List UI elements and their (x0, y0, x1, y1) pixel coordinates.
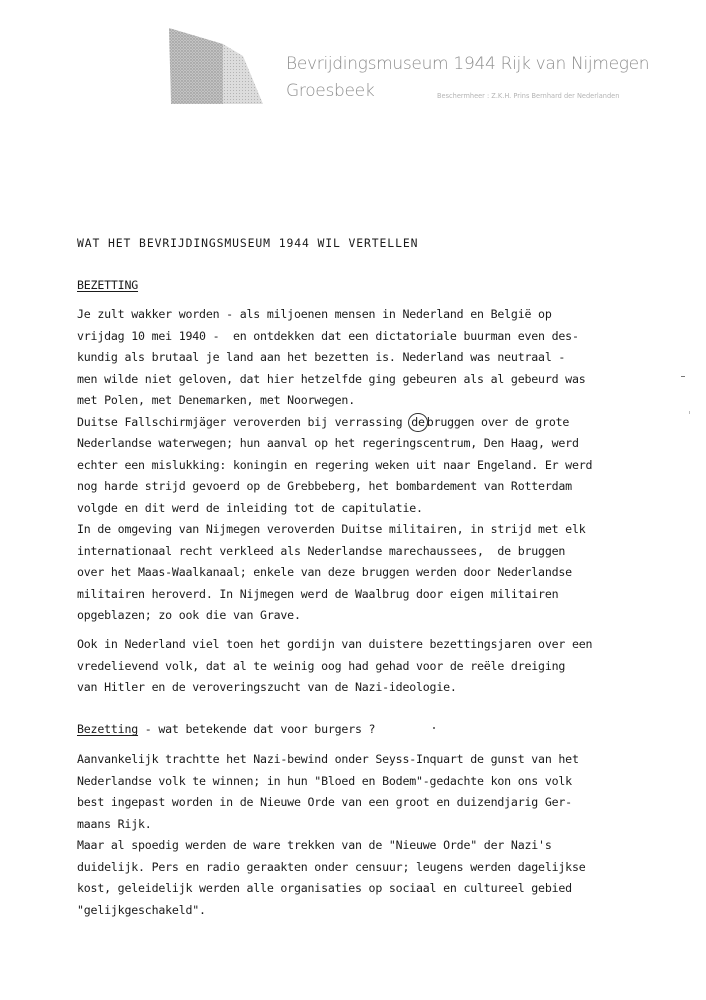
paragraph-line: best ingepast worden in de Nieuwe Orde van een groot en duizendjarig Ger- (77, 795, 572, 809)
heading-rest: - wat betekende dat voor burgers ? (138, 722, 376, 736)
paragraph-line: "gelijkgeschakeld". (77, 903, 206, 917)
paragraph-line: internationaal recht verkleed als Nederlandse marechaussees, de bruggen (77, 544, 566, 558)
paragraph-line (77, 415, 569, 429)
org-name: Bevrijdingsmuseum 1944 Rijk van Nijmegen (286, 54, 650, 74)
paragraph-line: van Hitler en de veroveringszucht van de Nazi-ideologie. (77, 680, 457, 694)
paragraph-line: nog harde strijd gevoerd op de Grebbeberg, het bombardement van Rotterdam (77, 479, 572, 493)
line-text: Duitse Fallschirmjäger veroverden bij verrassing (77, 415, 410, 429)
paragraph-line: Maar al spoedig werden de ware trekken van de "Nieuwe Orde" der Nazi's (77, 838, 552, 852)
paragraph-line: kost, geleidelijk werden alle organisaties op sociaal en cultureel gebied (77, 881, 572, 895)
scan-speck (689, 411, 690, 414)
paragraph-line: vrijdag 10 mei 1940 - en ontdekken dat een dictatoriale buurman even des- (77, 329, 579, 343)
paragraph-line: Ook in Nederland viel toen het gordijn van duistere bezettingsjaren over een (77, 637, 593, 651)
paragraph-line: Je zult wakker worden - als miljoenen mensen in Nederland en België op (77, 307, 552, 321)
paragraph-line: Aanvankelijk trachtte het Nazi-bewind onder Seyss-Inquart de gunst van het (77, 752, 579, 766)
paragraph-line: echter een mislukking: koningin en regering weken uit naar Engeland. Er werd (77, 458, 593, 472)
paragraph-line: volgde en dit werd de inleiding tot de capitulatie. (77, 501, 423, 515)
paragraph-line: maans Rijk. (77, 817, 152, 831)
paragraph-line: militairen heroverd. In Nijmegen werd de Waalbrug door eigen militairen (77, 587, 559, 601)
line-text: bruggen over de grote (426, 415, 570, 429)
paragraph-line: In de omgeving van Nijmegen veroverden Duitse militairen, in strijd met elk (77, 522, 586, 536)
paragraph-line: vredelievend volk, dat al te weinig oog had gehad voor de reële dreiging (77, 659, 566, 673)
org-location: Groesbeek (286, 81, 375, 101)
scan-speck (681, 376, 685, 377)
section-heading-bezetting-burgers (77, 722, 375, 736)
heading-underlined: Bezetting (77, 722, 139, 736)
paragraph-line: Nederlandse volk te winnen; in hun "Bloed en Bodem"-gedachte kon ons volk (77, 774, 572, 788)
patron-line: Beschermheer : Z.K.H. Prins Bernhard der Nederlanden (437, 92, 620, 100)
museum-logo (163, 26, 265, 106)
paragraph-line: duidelijk. Pers en radio geraakten onder censuur; leugens werden dagelijkse (77, 860, 586, 874)
paragraph-line: Nederlandse waterwegen; hun aanval op het regeringscentrum, Den Haag, werd (77, 436, 579, 450)
paragraph-line: met Polen, met Denemarken, met Noorwegen. (77, 393, 355, 407)
scan-speck (433, 727, 435, 729)
paragraph-line: kundig als brutaal je land aan het bezetten is. Nederland was neutraal - (77, 350, 566, 364)
section-heading-bezetting: BEZETTING (77, 278, 139, 292)
circled-word: de (408, 413, 428, 432)
paragraph-line: over het Maas-Waalkanaal; enkele van deze bruggen werden door Nederlandse (77, 565, 572, 579)
document-title: WAT HET BEVRIJDINGSMUSEUM 1944 WIL VERTELLEN (77, 236, 419, 250)
paragraph-line: men wilde niet geloven, dat hier hetzelfde ging gebeuren als al gebeurd was (77, 372, 586, 386)
paragraph-line: opgeblazen; zo ook die van Grave. (77, 608, 301, 622)
